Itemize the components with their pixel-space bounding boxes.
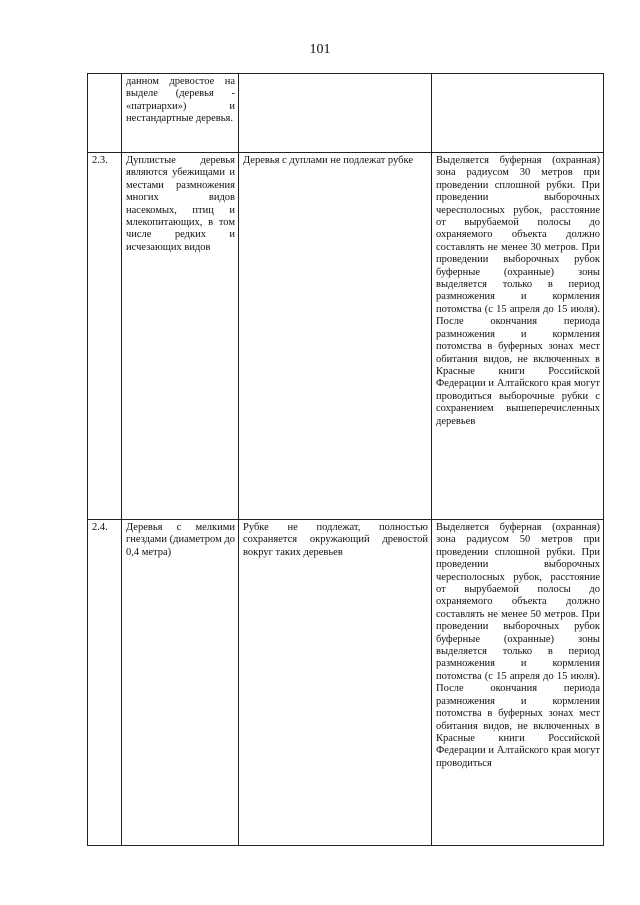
- requirement-cell: [239, 520, 432, 846]
- row-number-cell: [88, 520, 122, 846]
- row-number-cell: [88, 74, 122, 153]
- object-description: Дуплистые деревья являются убежищами и местами размножения многих видов насекомых, птиц и млекопитающих, в том числе редких и исчезающих видов: [126, 155, 235, 253]
- measures-cell: [432, 520, 604, 846]
- object-cell: [122, 520, 239, 846]
- requirement-text: Рубке не подлежат, полностью сохраняется окружающий древостой вокруг таких деревьев: [243, 522, 428, 558]
- table-row: [88, 520, 604, 846]
- page-number: 101: [309, 42, 331, 57]
- measures-cell: [432, 74, 604, 153]
- requirement-cell: [239, 74, 432, 153]
- object-cell: [122, 153, 239, 520]
- requirement-cell: [239, 153, 432, 520]
- object-description: данном древостое на выделе (деревья - «патриархи») и нестандартные деревья.: [126, 76, 235, 125]
- row-number: 2.3.: [92, 155, 108, 166]
- measures-cell: [432, 153, 604, 520]
- object-description: Деревья с мелкими гнездами (диаметром до 0,4 метра): [126, 522, 235, 558]
- row-number-cell: [88, 153, 122, 520]
- requirement-text: Деревья с дуплами не подлежат рубке: [243, 155, 413, 166]
- object-cell: [122, 74, 239, 153]
- table-row: [88, 153, 604, 520]
- forest-protection-table: [87, 73, 604, 846]
- measures-text: Выделяется буферная (охранная) зона радиусом 30 метров при проведении сплошной рубки. При проведении выборочных чересполосных рубок, расстояние от вырубаемой полосы до охраняемого объекта должно составлять не менее 30 метров. При проведении выборочных рубок буферные (охранные) зоны выделяется только в период размножения и кормления потомства (с 15 апреля до 15 июля). После окончания периода размножения и кормления потомства в буферных зонах мест обитания видов, не включенных в Красные книги Российской Федерации и Алтайского края могут проводиться выборочные рубки с сохранением вышеперечисленных деревьев: [436, 155, 600, 427]
- row-number: 2.4.: [92, 522, 108, 533]
- measures-text: Выделяется буферная (охранная) зона радиусом 50 метров при проведении сплошной рубки. При проведении выборочных чересполосных рубок, расстояние от вырубаемой полосы до охраняемого объекта должно составлять не менее 50 метров. При проведении выборочных рубок буферные (охранные) зоны выделяется только в период размножения и кормления потомства (с 15 апреля до 15 июля). После окончания периода размножения и кормления потомства в буферных зонах мест обитания видов, не включенных в Красные книги Российской Федерации и Алтайского края могут проводиться: [436, 522, 600, 769]
- table-row: [88, 74, 604, 153]
